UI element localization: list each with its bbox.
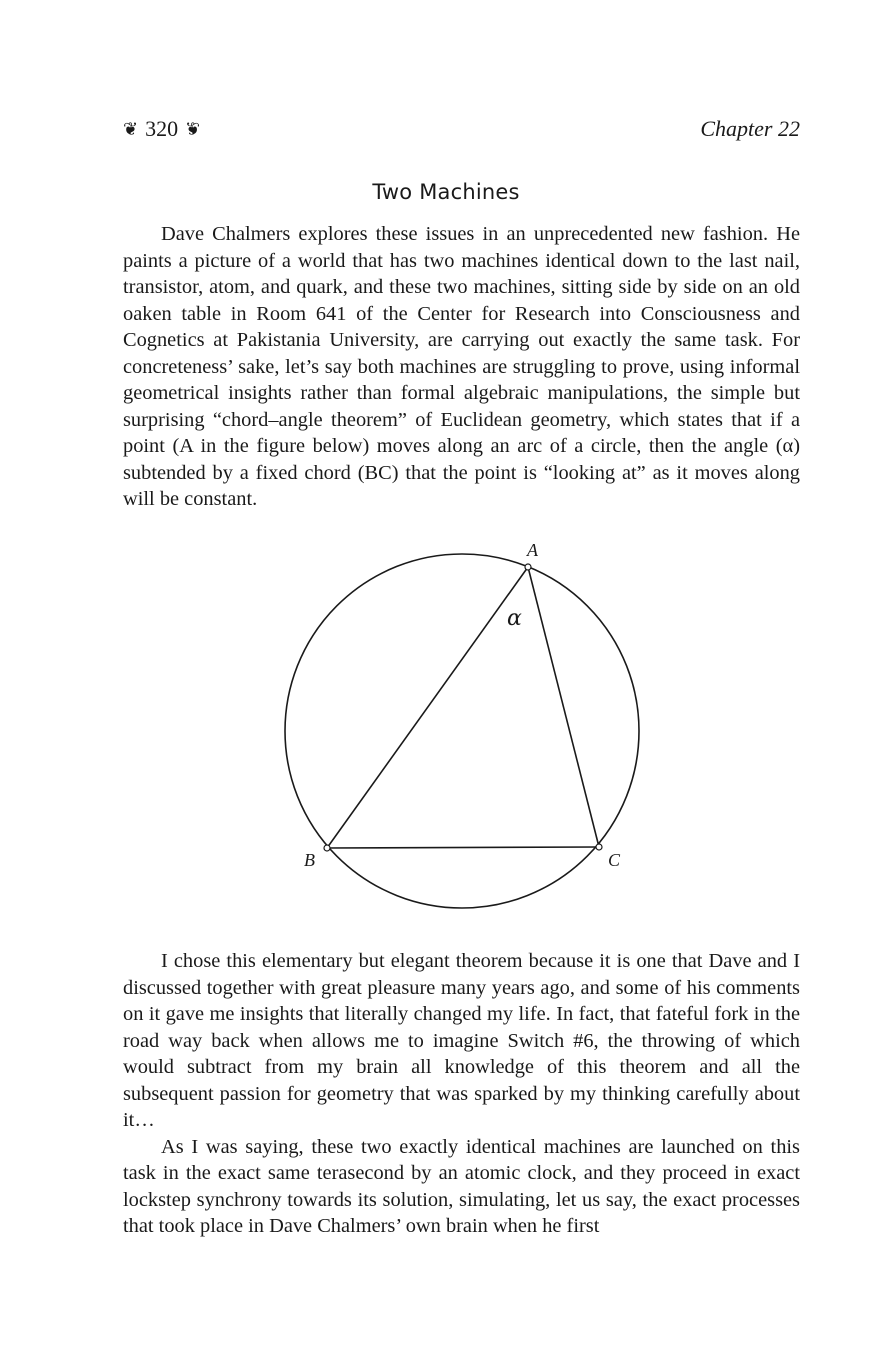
point-b-dot	[324, 845, 330, 851]
paragraph: Dave Chalmers explores these issues in an unprecedented new fashion. He paints a picture of a world that has two machines identical down to the last nail, transistor, atom, and quark, and these two machines, sitting side by side on an old oaken table in Room 641 of the Center for Research into Consciousness and Cognetics at Pakistania University, are carrying out exactly the same task. For concreteness’ sake, let’s say both machines are struggling to prove, using informal geometrical insights rather than formal algebraic manipulations, the simple but surprising “chord–angle theorem” of Euclidean geometry, which states that if a point (A in the figure below) moves along an arc of a circle, then the angle (α) subtended by a fixed chord (BC) that the point is “looking at” as it moves along will be constant.	[123, 223, 800, 510]
folio	[123, 116, 200, 142]
label-a: A	[527, 540, 538, 560]
running-head	[123, 116, 800, 148]
paragraph: As I was saying, these two exactly identical machines are launched on this task in the exact same terasecond by an atomic clock, and they proceed in exact lockstep synchrony towards its solution, simulating, let us say, the exact processes that took place in Dave Chalmers’ own brain when he first	[123, 1135, 800, 1237]
section-heading: Two Machines	[372, 180, 520, 204]
left-ornament-icon: ❦	[123, 118, 139, 139]
chord-bc	[327, 847, 599, 848]
chord-ac	[528, 567, 599, 847]
body-text-bottom	[123, 948, 800, 1240]
page-number: 320	[145, 116, 179, 141]
right-ornament-icon: ❦	[185, 118, 201, 139]
body-text-top	[123, 221, 800, 513]
paragraph: I chose this elementary but elegant theorem because it is one that Dave and I discussed together with great pleasure many years ago, and some of his comments on it gave me insights that literally changed my life. In fact, that fateful fork in the road way back when allows me to imagine Switch #6, the throwing of which would subtract from my brain all knowledge of this theorem and all the subsequent passion for geometry that was sparked by my thinking carefully about it…	[123, 950, 800, 1131]
label-alpha: α	[507, 606, 522, 631]
chord-angle-figure	[270, 532, 660, 932]
chapter-title: Chapter 22	[700, 116, 800, 141]
label-c: C	[608, 850, 621, 870]
geometry-diagram	[270, 532, 660, 932]
label-b: B	[304, 850, 315, 870]
circle	[285, 554, 639, 908]
point-a-dot	[525, 564, 531, 570]
chord-ab	[327, 567, 528, 848]
point-c-dot	[596, 844, 602, 850]
